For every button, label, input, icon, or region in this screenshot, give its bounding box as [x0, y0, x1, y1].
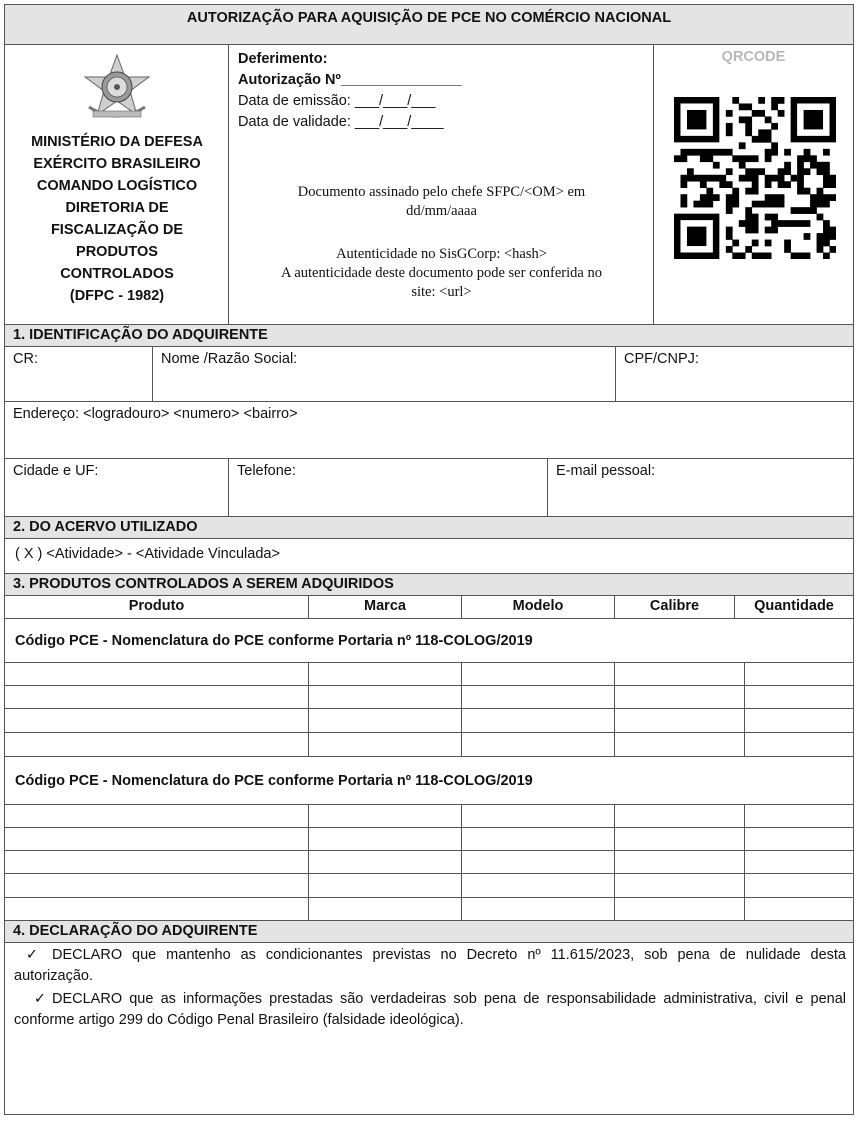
ministry-line: PRODUTOS: [76, 244, 158, 260]
calibre-cell[interactable]: [615, 828, 745, 850]
marca-cell[interactable]: [309, 709, 462, 732]
marca-cell[interactable]: [309, 828, 462, 850]
phone-field[interactable]: Telefone:: [229, 459, 548, 517]
modelo-cell[interactable]: [462, 898, 615, 920]
section2-heading: 2. DO ACERVO UTILIZADO: [5, 517, 853, 539]
authenticity-url: site: <url>: [411, 284, 472, 300]
ministry-line: EXÉRCITO BRASILEIRO: [33, 156, 201, 172]
check-icon: ✓: [33, 991, 46, 1007]
marca-cell[interactable]: [309, 733, 462, 756]
quantidade-cell[interactable]: [745, 733, 853, 756]
column-header-marca: Marca: [309, 596, 462, 618]
ministry-line: FISCALIZAÇÃO DE: [50, 222, 184, 238]
marca-cell[interactable]: [309, 874, 462, 897]
check-icon: ✓: [25, 947, 38, 963]
column-header-modelo: Modelo: [462, 596, 615, 618]
modelo-cell[interactable]: [462, 874, 615, 897]
authorization-form: [4, 4, 854, 1115]
autorizacao-number: Autorização Nº_______________: [238, 72, 462, 88]
address-field[interactable]: Endereço: <logradouro> <numero> <bairro>: [5, 402, 853, 459]
authenticity-text: A autenticidade deste documento pode ser conferida no: [281, 265, 602, 281]
calibre-cell[interactable]: [615, 733, 745, 756]
activity-field[interactable]: ( X ) <Atividade> - <Atividade Vinculada>: [5, 539, 853, 574]
table-row: [5, 709, 853, 733]
ministry-line: (DFPC - 1982): [69, 288, 165, 304]
deferimento-label: Deferimento:: [238, 51, 328, 67]
products-table-header: [5, 596, 853, 619]
quantidade-cell[interactable]: [745, 709, 853, 732]
produto-cell[interactable]: [5, 898, 309, 920]
city-uf-field[interactable]: Cidade e UF:: [5, 459, 229, 517]
ministry-line: CONTROLADOS: [60, 266, 174, 282]
quantidade-cell[interactable]: [745, 805, 853, 827]
signature-line: Documento assinado pelo chefe SFPC/<OM> em: [297, 184, 586, 200]
produto-cell[interactable]: [5, 851, 309, 873]
form-title: AUTORIZAÇÃO PARA AQUISIÇÃO DE PCE NO COMÉRCIO NACIONAL: [5, 5, 853, 45]
quantidade-cell[interactable]: [745, 874, 853, 897]
section3-heading: 3. PRODUTOS CONTROLADOS A SEREM ADQUIRIDOS: [5, 574, 853, 596]
modelo-cell[interactable]: [462, 709, 615, 732]
section1-heading: 1. IDENTIFICAÇÃO DO ADQUIRENTE: [5, 325, 853, 347]
calibre-cell[interactable]: [615, 663, 745, 685]
pce-group-rows: [5, 805, 853, 921]
pce-group-rows: [5, 663, 853, 756]
table-row: [5, 686, 853, 709]
signature-date: dd/mm/aaaa: [406, 203, 477, 219]
email-field[interactable]: E-mail pessoal:: [548, 459, 853, 517]
cpf-cnpj-field[interactable]: CPF/CNPJ:: [616, 347, 853, 402]
declaration-1: [14, 945, 846, 987]
marca-cell[interactable]: [309, 898, 462, 920]
table-row: [5, 851, 853, 874]
produto-cell[interactable]: [5, 686, 309, 708]
qrcode-label: QRCODE: [721, 49, 786, 65]
marca-cell[interactable]: [309, 805, 462, 827]
produto-cell[interactable]: [5, 709, 309, 732]
modelo-cell[interactable]: [462, 733, 615, 756]
ministry-line: MINISTÉRIO DA DEFESA: [31, 134, 203, 150]
produto-cell[interactable]: [5, 874, 309, 897]
quantidade-cell[interactable]: [745, 898, 853, 920]
section4-heading: 4. DECLARAÇÃO DO ADQUIRENTE: [5, 921, 853, 943]
produto-cell[interactable]: [5, 733, 309, 756]
cr-field[interactable]: CR:: [5, 347, 153, 402]
marca-cell[interactable]: [309, 663, 462, 685]
quantidade-cell[interactable]: [745, 686, 853, 708]
quantidade-cell[interactable]: [745, 663, 853, 685]
calibre-cell[interactable]: [615, 874, 745, 897]
declaration-2: [14, 989, 846, 1031]
table-row: [5, 898, 853, 921]
modelo-cell[interactable]: [462, 828, 615, 850]
pce-group-label: Código PCE - Nomenclatura do PCE conforme Portaria nº 118-COLOG/2019: [5, 619, 853, 663]
table-row: [5, 828, 853, 851]
authenticity-note: [229, 245, 654, 302]
calibre-cell[interactable]: [615, 851, 745, 873]
pce-group-label: Código PCE - Nomenclatura do PCE conforme Portaria nº 118-COLOG/2019: [5, 757, 853, 805]
ministry-block: [5, 45, 229, 325]
qrcode-icon[interactable]: [674, 97, 836, 259]
table-row: [5, 733, 853, 757]
calibre-cell[interactable]: [615, 686, 745, 708]
marca-cell[interactable]: [309, 686, 462, 708]
table-row: [5, 874, 853, 898]
ministry-line: DIRETORIA DE: [65, 200, 169, 216]
calibre-cell[interactable]: [615, 898, 745, 920]
validity-date: Data de validade: ___/___/____: [238, 114, 444, 130]
signature-note: [229, 183, 654, 221]
issue-date: Data de emissão: ___/___/___: [238, 93, 436, 109]
declaration-1-text: DECLARO que mantenho as condicionantes previstas no Decreto nº 11.615/2023, sob pena de nulidade desta autorização.: [14, 947, 846, 984]
modelo-cell[interactable]: [462, 851, 615, 873]
ministry-name: [5, 131, 229, 307]
table-row: [5, 663, 853, 686]
authorization-info: [229, 45, 654, 325]
ministry-line: COMANDO LOGÍSTICO: [36, 178, 198, 194]
quantidade-cell[interactable]: [745, 828, 853, 850]
table-row: [5, 805, 853, 828]
modelo-cell[interactable]: [462, 686, 615, 708]
calibre-cell[interactable]: [615, 709, 745, 732]
quantidade-cell[interactable]: [745, 851, 853, 873]
column-header-quantidade: Quantidade: [754, 598, 834, 614]
modelo-cell[interactable]: [462, 663, 615, 685]
name-field[interactable]: Nome /Razão Social:: [153, 347, 616, 402]
produto-cell[interactable]: [5, 828, 309, 850]
authenticity-hash: Autenticidade no SisGCorp: <hash>: [336, 246, 547, 262]
qrcode-block: [654, 45, 853, 325]
declaration-2-text: DECLARO que as informações prestadas são verdadeiras sob pena de responsabilidade administrativa, civil e penal conforme artigo 299 do Código Penal Brasileiro (falsidade ideológica).: [14, 991, 846, 1028]
coat-of-arms-icon: [79, 53, 155, 125]
produto-cell[interactable]: [5, 805, 309, 827]
marca-cell[interactable]: [309, 851, 462, 873]
modelo-cell[interactable]: [462, 805, 615, 827]
column-header-produto: Produto: [5, 596, 309, 618]
column-header-calibre: Calibre: [615, 596, 735, 618]
calibre-cell[interactable]: [615, 805, 745, 827]
produto-cell[interactable]: [5, 663, 309, 685]
